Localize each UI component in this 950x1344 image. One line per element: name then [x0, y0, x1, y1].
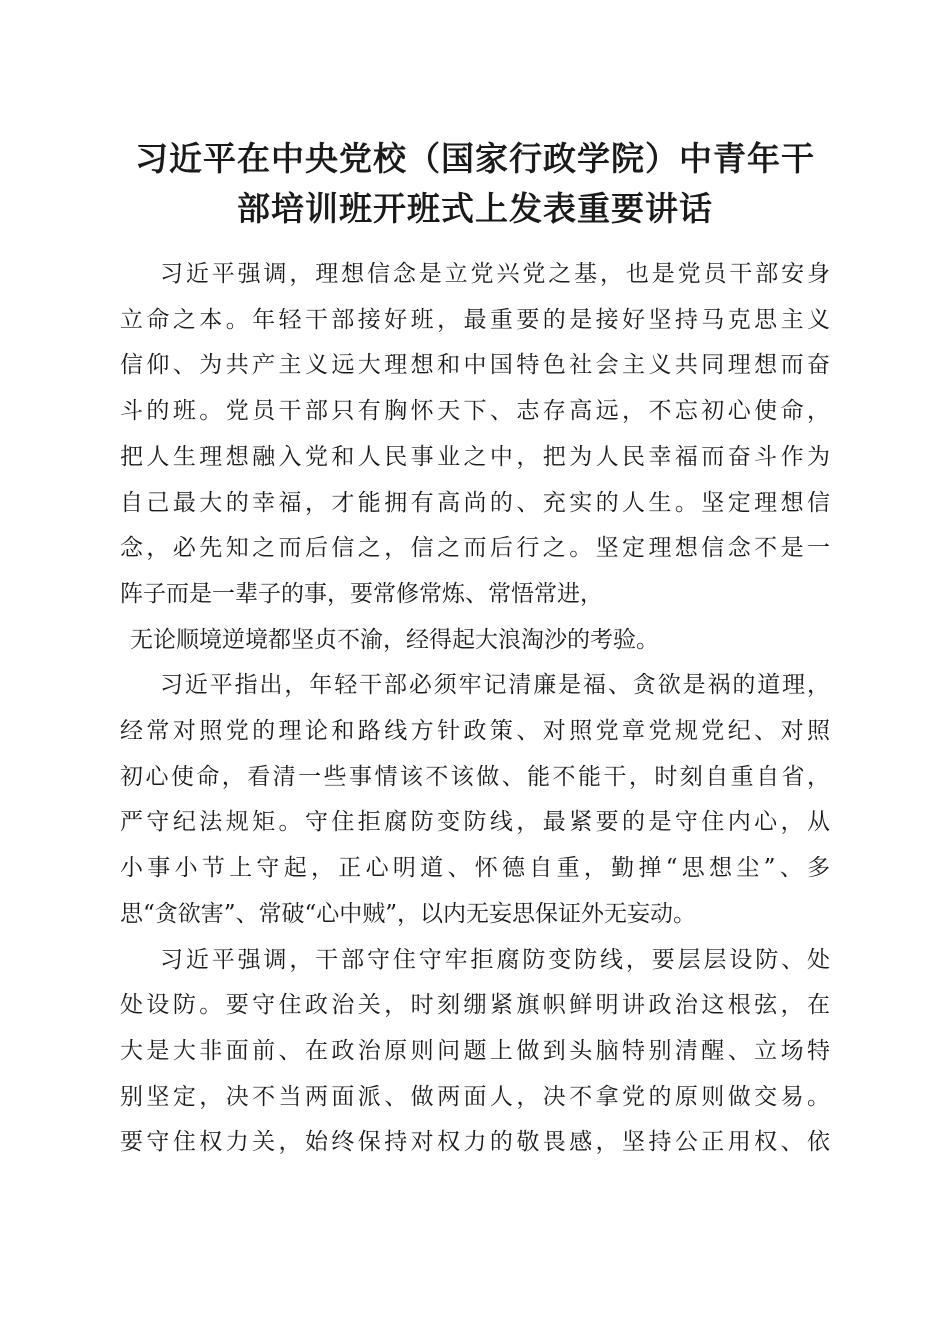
text-line: 小事小节上守起，正心明道、怀德自重，勤掸“思想尘”、多: [120, 855, 830, 882]
text-line: 要守住权力关，始终保持对权力的敬畏感，坚持公正用权、依: [120, 1129, 830, 1156]
text-line: 念，必先知之而后信之，信之而后行之。坚定理想信念不是一: [120, 535, 830, 562]
text-line: 斗的班。党员干部只有胸怀天下、志存高远，不忘初心使命，: [120, 398, 830, 425]
text-line: 习近平指出，年轻干部必须牢记清廉是福、贪欲是祸的道理，: [160, 672, 830, 699]
title-line-1: 习近平在中央党校（国家行政学院）中青年干: [135, 139, 815, 178]
paragraph-1: [120, 252, 830, 618]
document-title: [100, 134, 850, 234]
text-line: 习近平强调，理想信念是立党兴党之基，也是党员干部安身: [160, 261, 830, 287]
text-line: 初心使命，看清一些事情该不该做、能不能干，时刻自重自省，: [120, 763, 830, 790]
text-line: 阵子而是一辈子的事，要常修常炼、常悟常进，: [120, 580, 603, 607]
document-body: [120, 252, 830, 1166]
text-line: 把人生理想融入党和人民事业之中，把为人民幸福而奋斗作为: [120, 443, 830, 470]
text-line: 自己最大的幸福，才能拥有高尚的、充实的人生。坚定理想信: [120, 489, 830, 516]
text-line: 习近平强调，干部守住守牢拒腐防变防线，要层层设防、处: [160, 946, 830, 973]
text-line: 经常对照党的理论和路线方针政策、对照党章党规党纪、对照: [120, 718, 830, 745]
text-line: 严守纪法规矩。守住拒腐防变防线，最紧要的是守住内心，从: [120, 809, 830, 836]
text-line: 立命之本。年轻干部接好班，最重要的是接好坚持马克思主义: [120, 306, 830, 333]
paragraph-4: [120, 938, 830, 1167]
text-line: 信仰、为共产主义远大理想和中国特色社会主义共同理想而奋: [120, 352, 830, 379]
text-line: 无论顺境逆境都坚贞不渝，经得起大浪淘沙的考验。: [130, 626, 659, 653]
paragraph-3: [120, 663, 830, 937]
paragraph-2: [120, 618, 830, 664]
text-line: 大是大非面前、在政治原则问题上做到头脑特别清醒、立场特: [120, 1037, 830, 1064]
text-line: 别坚定，决不当两面派、做两面人，决不拿党的原则做交易。: [120, 1083, 830, 1110]
text-line: 思“贪欲害”、常破“心中贼”，以内无妄思保证外无妄动。: [120, 900, 697, 927]
title-line-2: 部培训班开班式上发表重要讲话: [237, 189, 713, 228]
text-line: 处设防。要守住政治关，时刻绷紧旗帜鲜明讲政治这根弦，在: [120, 992, 830, 1019]
